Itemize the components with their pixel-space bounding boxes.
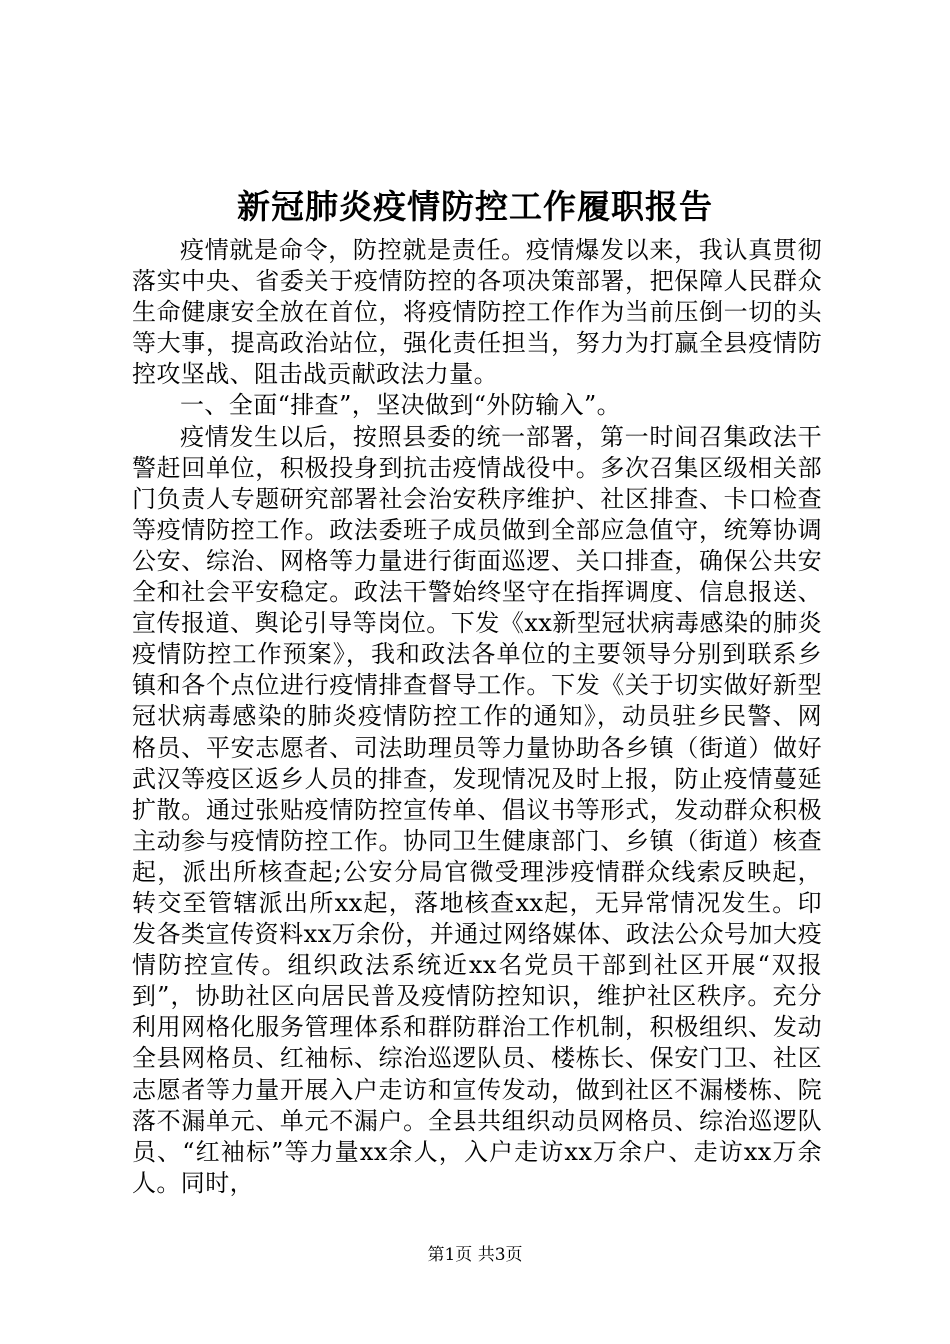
body-paragraph: 疫情发生以后，按照县委的统一部署，第一时间召集政法干警赶回单位，积极投身到抗击疫情战役中。多次召集区级相关部门负责人专题研究部署社会治安秩序维护、社区排查、卡口检查等疫情防控工作。政法委班子成员做到全部应急值守，统筹协调公安、综治、网格等力量进行街面巡逻、关口排查，确保公共安全和社会平安稳定。政法干警始终坚守在指挥调度、信息报送、宣传报道、舆论引导等岗位。下发《xx新型冠状病毒感染的肺炎疫情防控工作预案》，我和政法各单位的主要领导分别到联系乡镇和各个点位进行疫情排查督导工作。下发《关于切实做好新型冠状病毒感染的肺炎疫情防控工作的通知》，动员驻乡民警、网格员、平安志愿者、司法助理员等力量协助各乡镇（街道）做好武汉等疫区返乡人员的排查，发现情况及时上报，防止疫情蔓延扩散。通过张贴疫情防控宣传单、倡议书等形式，发动群众积极主动参与疫情防控工作。协同卫生健康部门、乡镇（街道）核查起，派出所核查起;公安分局官微受理涉疫情群众线索反映起，转交至管辖派出所xx起，落地核查xx起，无异常情况发生。印发各类宣传资料xx万余份，并通过网络媒体、政法公众号加大疫情防控宣传。组织政法系统近xx名党员干部到社区开展“双报到”，协助社区向居民普及疫情防控知识，维护社区秩序。充分利用网格化服务管理体系和群防群治工作机制，积极组织、发动全县网格员、红袖标、综治巡逻队员、楼栋长、保安门卫、社区志愿者等力量开展入户走访和宣传发动，做到社区不漏楼栋、院落不漏单元、单元不漏户。全县共组织动员网格员、综治巡逻队员、“红袖标”等力量xx余人，入户走访xx万余户、走访xx万余人。同时，: [132, 422, 822, 1197]
document-body: [132, 235, 822, 1199]
document-title: 新冠肺炎疫情防控工作履职报告: [237, 187, 713, 226]
section-heading: 一、全面“排查”，坚决做到“外防输入”。: [180, 391, 622, 420]
intro-paragraph: 疫情就是命令，防控就是责任。疫情爆发以来，我认真贯彻落实中央、省委关于疫情防控的各项决策部署，把保障人民群众生命健康安全放在首位，将疫情防控工作作为当前压倒一切的头等大事，提高政治站位，强化责任担当，努力为打赢全县疫情防控攻坚战、阻击战贡献政法力量。: [132, 236, 822, 389]
page-footer: 第1页 共3页: [427, 1245, 523, 1265]
